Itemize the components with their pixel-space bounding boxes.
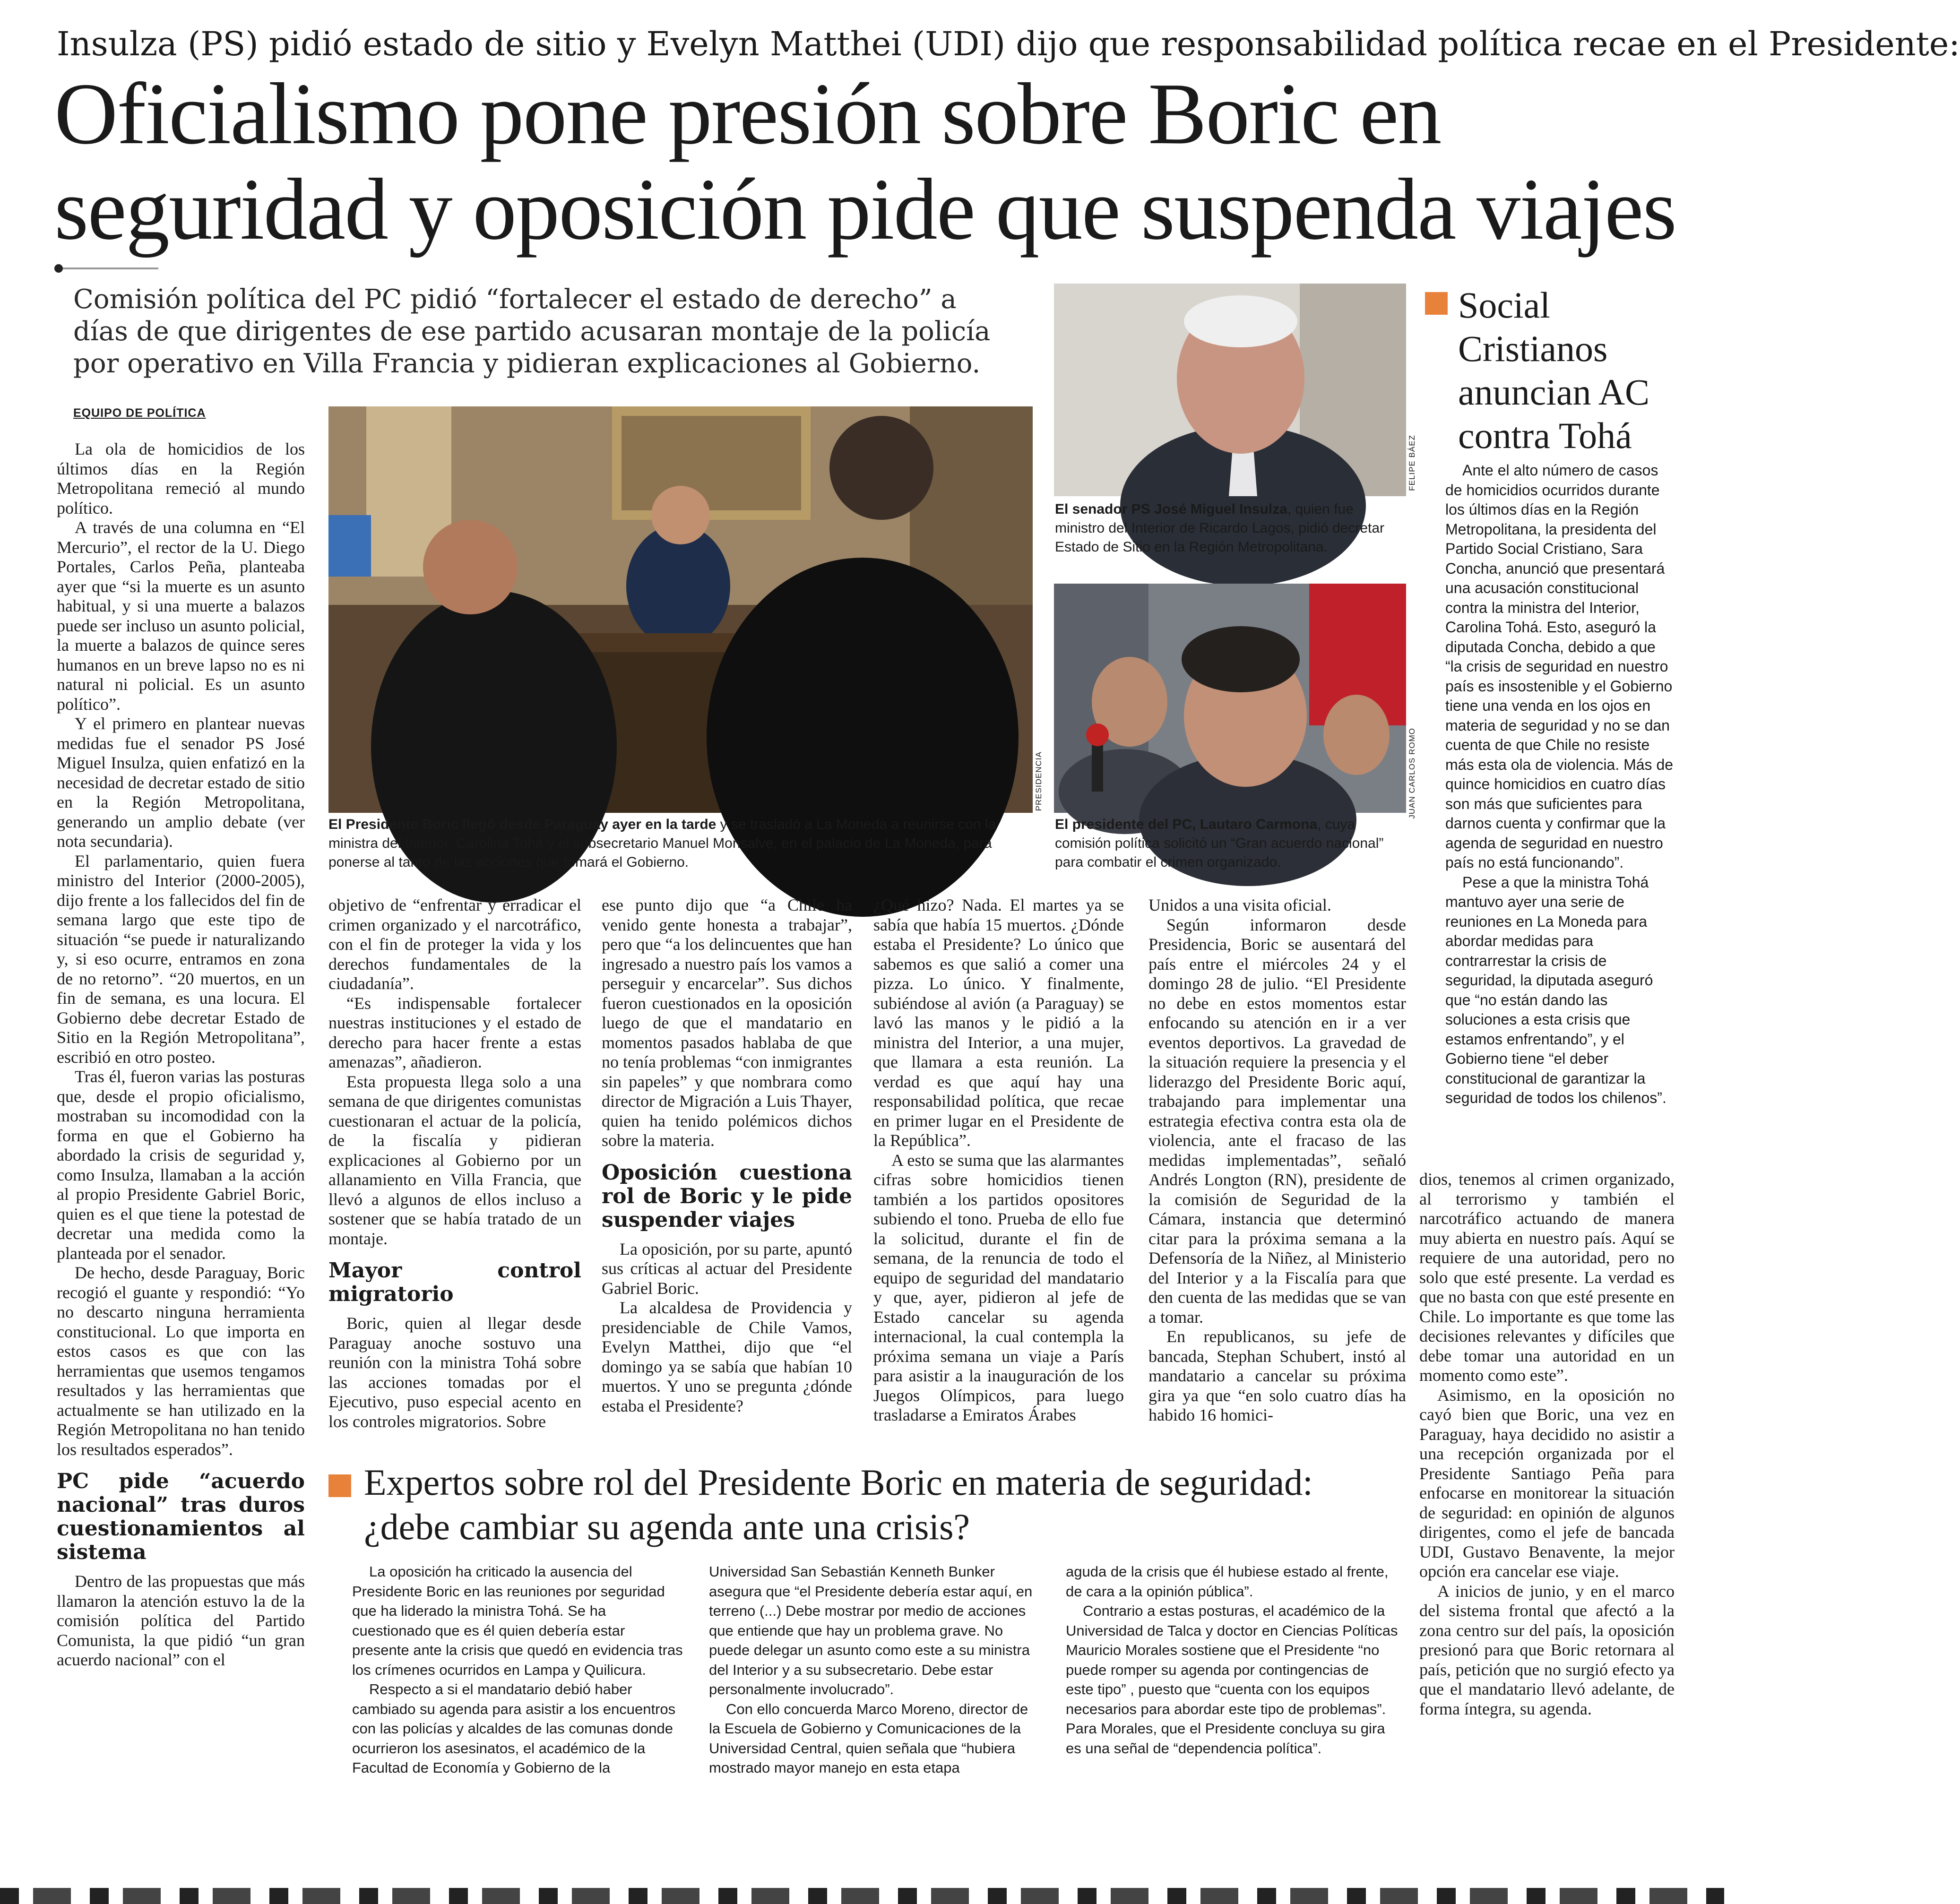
column-5 <box>1148 896 1406 1425</box>
paragraph: Y el primero en plantear nuevas medidas fue el senador PS José Miguel Insulza, quien enfatizó en la necesidad de decretar estado de sitio en la Región Metropolitana, generando un amplio debate (ver nota secundaria). <box>57 714 305 851</box>
caption-bold: El senador PS José Miguel Insulza <box>1055 501 1287 517</box>
paragraph: Boric, quien al llegar desde Paraguay anoche sostuvo una reunión con la ministra Tohá sobre las acciones tomadas por el Ejecutivo, puso especial acento en los controles migratorios. Sobre <box>328 1314 581 1431</box>
paragraph: dios, tenemos al crimen organizado, al terrorismo y también el narcotráfico actuando de manera muy abierta en nuestro país. Aquí se requiere de una autoridad, pero no solo que esté presente. La verdad es que no basta con que esté presente en Chile. Lo importante es que tome las decisiones relevantes y difíciles que debe tomar una autoridad en un momento como este”. <box>1419 1170 1675 1385</box>
paragraph: Con ello concuerda Marco Moreno, director de la Escuela de Gobierno y Comunicaciones de la Universidad Central, quien señala que “hubiera mostrado mayor manejo en esta etapa <box>709 1700 1028 1776</box>
paragraph: ese punto dijo que “a Chile ha venido gente honesta a trabajar”, pero que “a los delincuentes que han ingresado a nuestro país los vamos a perseguir y encarcelar”. Sus dichos fueron cuestionados en la oposición luego de que el mandatario en momentos pasados hablaba de que no tenía problemas “con inmigrantes sin papeles” y que nombrara como director de Migración a Luis Thayer, quien ha tenido polémicos dichos sobre la materia. <box>602 896 852 1150</box>
paragraph: Respecto a si el mandatario debió haber cambiado su agenda para asistir a los encuentros con las policías y alcaldes de las comunas donde ocurrieron los asesinatos, el académico de la Facultad de Economía y Gobierno de la <box>352 1681 676 1776</box>
insulza-photo <box>1054 284 1406 496</box>
bottom-border <box>0 1888 1724 1904</box>
paragraph: Asimismo, en la oposición no cayó bien que Boric, una vez en Paraguay, haya decidido no asistir a una recepción organizada por el Presidente Santiago Peña para enfocarse en monitorear la situación de seguridad: en opinión de algunos dirigentes, como el jefe de bancada UDI, Gustavo Benavente, la mejor opción era cancelar ese viaje. <box>1419 1385 1675 1581</box>
headline-line-2: seguridad y oposición pide que suspenda viajes <box>54 161 1676 258</box>
carmona-caption <box>1055 815 1407 872</box>
paragraph: El parlamentario, quien fuera ministro del Interior (2000-2005), dijo frente a los fallecidos del fin de semana largo que este tipo de situación “se puede ir naturalizando y, si eso ocurre, entramos en zona de no retorno”. “20 muertos, en un fin de semana, es una locura. El Gobierno debe decretar Estado de Sitio en la Región Metropolitana”, escribió en otro posteo. <box>57 851 305 1067</box>
paragraph: Unidos a una visita oficial. <box>1148 896 1331 914</box>
insulza-image <box>1054 284 1406 496</box>
box-headline-line-1: Expertos sobre rol del Presidente Boric en materia de seguridad: <box>364 1462 1313 1503</box>
box-column-1 <box>352 1562 683 1778</box>
paragraph: De hecho, desde Paraguay, Boric recogió el guante y respondió: “Yo no descarto ninguna herramienta constitucional. Lo que importa en estos casos es que con las herramientas que usemos tengamos resultados y las herramientas que actualmente se han utilizado en la Región Metropolitana no han tenido los resultados esperados”. <box>57 1263 305 1459</box>
meeting-photo-image <box>328 406 1033 813</box>
caption-bold: El Presidente Boric llegó desde Paraguay ayer en la tarde <box>328 817 717 832</box>
subheading: Mayor control migratorio <box>328 1258 581 1306</box>
paragraph: En republicanos, su jefe de bancada, Stephan Schubert, instó al mandatario a cancelar su próxima gira ya que “en solo cuatro días ha habido 16 homici- <box>1148 1327 1406 1424</box>
insulza-caption <box>1055 500 1407 557</box>
caption-text: , quien fue ministro del Interior de Ricardo Lagos, pidió decretar Estado de Sitio en la Región Metropolitana. <box>1055 501 1385 555</box>
main-photo <box>328 406 1033 813</box>
box-headline <box>364 1460 1451 1549</box>
paragraph: “Es indispensable fortalecer nuestras instituciones y el estado de derecho para hacer frente a estas amenazas”, añadieron. <box>328 993 581 1071</box>
kicker: Insulza (PS) pidió estado de sitio y Evelyn Matthei (UDI) dijo que responsabilidad política recae en el Presidente: <box>57 25 1960 63</box>
paragraph: La oposición, por su parte, apuntó sus críticas al actuar del Presidente Gabriel Boric. <box>602 1239 852 1298</box>
column-4 <box>873 896 1124 1425</box>
box-column-2 <box>709 1562 1042 1778</box>
paragraph: La alcaldesa de Providencia y presidenciable de Chile Vamos, Evelyn Matthei, dijo que “el domingo ya se sabía que habían 10 muertos. Y uno se pregunta ¿dónde estaba el Presidente? <box>602 1298 852 1415</box>
byline: EQUIPO DE POLÍTICA <box>73 406 206 420</box>
paragraph: La ola de homicidios de los últimos días en la Región Metropolitana remeció al mundo político. <box>57 439 305 517</box>
subheading: Oposición cuestiona rol de Boric y le pide suspender viajes <box>602 1160 852 1232</box>
headline <box>54 66 1680 257</box>
photo-credit: JUAN CARLOS ROMO <box>1407 728 1416 819</box>
deck: Comisión política del PC pidió “fortalecer el estado de derecho” a días de que dirigentes de ese partido acusaran montaje de la policía por operativo en Villa Francia y pidieran explicaciones al Gobierno. <box>73 284 991 379</box>
carmona-image <box>1054 584 1406 813</box>
column-1 <box>57 439 305 1670</box>
box-marker <box>328 1474 351 1499</box>
paragraph: A inicios de junio, y en el marco del sistema frontal que afectó a la zona centro sur del país, la oposición presionó para que Boric retornara al país, petición que no surgió efecto ya que el mandatario llevó adelante, de forma íntegra, su agenda. <box>1419 1581 1675 1718</box>
paragraph: ¿Qué hizo? Nada. El martes ya se sabía que había 15 muertos. ¿Dónde estaba el Presidente? Lo único que sabemos es que salió a comer una pizza. Lo único. Y finalmente, subiéndose al avión (a Paraguay) se lavó las manos y le pidió a la ministra del Interior, a una mujer, que llamara a esta reunión. La verdad es que aquí hay una responsabilidad política, que recae en primer lugar en el Presidente de la República”. <box>873 896 1124 1150</box>
paragraph: aguda de la crisis que él hubiese estado al frente, de cara a la opinión pública”. <box>1066 1563 1389 1600</box>
photo-credit: PRESIDENCIA <box>1034 751 1043 811</box>
paragraph: Según informaron desde Presidencia, Boric se ausentará del país entre el miércoles 24 y el domingo 28 de julio. “El Presidente no debe en estos momentos estar enfocando su atención en ir a ver eventos deportivos. La gravedad de la situación requiere la presencia y el liderazgo del Presidente Boric aquí, trabajando para implementar una estrategia efectiva contra esta ola de violencia, ante el fracaso de las medidas implementadas”, señaló Andrés Longton (RN), presidente de la comisión de Seguridad de la Cámara, instancia que determinó citar para la próxima semana a la Defensoría de la Niñez, al Ministerio del Interior y a la Fiscalía para que den cuenta de las medidas que se van a tomar. <box>1148 915 1406 1327</box>
paragraph: Pese a que la ministra Tohá mantuvo ayer una serie de reuniones en La Moneda para abordar medidas para contrarrestar la crisis de seguridad, la diputada aseguró que “no están dando las soluciones a esta crisis que estamos enfrentando”, y el Gobierno tiene “el deber constitucional de garantizar la seguridad de todos los chilenos”. <box>1445 873 1666 1106</box>
paragraph: Tras él, fueron varias las posturas que, desde el propio oficialismo, mostraban su incomodidad con la forma en que el Gobierno ha abordado la crisis de seguridad y, como Insulza, llamaban a la acción al propio Presidente Gabriel Boric, quien es el que tiene la potestad de decretar una medida como la planteada por el senador. <box>57 1067 305 1263</box>
sidebar-headline: Social Cristianos anuncian AC contra Tohá <box>1458 284 1650 456</box>
paragraph: Universidad San Sebastián Kenneth Bunker asegura que “el Presidente debería estar aquí, en terreno (...) Debe mostrar por medio de acciones que entiende que hay un problema grave. No puede delegar un asunto como este a su ministra del Interior y a su subsecretario. Debe estar personalmente involucrado”. <box>709 1563 1033 1697</box>
column-3 <box>602 896 852 1416</box>
paragraph: Ante el alto número de casos de homicidios ocurridos durante los últimos días en la Región Metropolitana, la presidenta del Partido Social Cristiano, Sara Concha, anunció que presentará una acusación constitucional contra la ministra del Interior, Carolina Tohá. Esto, aseguró la diputada Concha, debido a que “la crisis de seguridad en nuestro país es insostenible y el Gobierno tiene una venda en los ojos en materia de seguridad y no se dan cuenta de que Chile no resiste más esta ola de violencia. Más de quince homicidios en cuatro días son más que suficientes para darnos cuenta y confirmar que la agenda de seguridad en nuestro país no está funcionando”. <box>1445 462 1674 871</box>
paragraph: objetivo de “enfrentar y erradicar el crimen organizado y el narcotráfico, con el fin de proteger la vida y los derechos fundamentales de la ciudadanía”. <box>328 896 581 993</box>
caption-text: y se trasladó a La Moneda a reunirse con la ministra del Interior, Carolina Tohá y el subsecretario Manuel Monsalve, en el palacio de La Moneda, para ponerse al tanto de las acciones que tomará el Gobierno. <box>328 817 996 870</box>
paragraph: Esta propuesta llega solo a una semana de que dirigentes comunistas cuestionaran el actuar de la policía, de la fiscalía y pidieran explicaciones al Gobierno por un allanamiento en Villa Francia, que llevó a algunos de ellos incluso a sostener que se había tratado de un montaje. <box>328 1072 581 1248</box>
column-6 <box>1419 1170 1675 1719</box>
paragraph: A través de una columna en “El Mercurio”, el rector de la U. Diego Portales, Carlos Peña, planteaba ayer que “si la muerte es un asunto habitual, y si una muerte a balazos puede ser incluso un asunto policial, la muerte a balazos de quince seres humanos en un breve lapso no es ni natural ni policial. Es un asunto político”. <box>57 518 305 714</box>
sidebar-marker <box>1425 292 1448 317</box>
box-column-3 <box>1066 1562 1399 1758</box>
subheading: PC pide “acuerdo nacional” tras duros cuestionamientos al sistema <box>57 1469 305 1564</box>
orange-square-icon <box>328 1474 351 1497</box>
main-photo-caption <box>328 815 1033 872</box>
caption-text: , cuya comisión política solicitó un “Gran acuerdo nacional” para combatir el crimen organizado. <box>1055 817 1384 870</box>
headline-line-1: Oficialismo pone presión sobre Boric en <box>54 65 1441 163</box>
sidebar-body <box>1445 461 1675 1108</box>
carmona-photo <box>1054 584 1406 813</box>
paragraph: La oposición ha criticado la ausencia del Presidente Boric en las reuniones por seguridad que ha liderado la ministra Tohá. Se ha cuestionado que es él quien debería estar presente ante la crisis que quedó en evidencia tras los crímenes ocurridos en Lampa y Quilicura. <box>352 1563 683 1678</box>
box-headline-line-2: ¿debe cambiar su agenda ante una crisis? <box>364 1506 970 1547</box>
column-2 <box>328 896 581 1431</box>
paragraph: Dentro de las propuestas que más llamaron la atención estuvo la de la comisión política del Partido Comunista, la que pidió “un gran acuerdo nacional” con el <box>57 1572 305 1669</box>
paragraph: A esto se suma que las alarmantes cifras sobre homicidios tienen también a los partidos opositores subiendo el tono. Prueba de ello fue la solicitud, durante el fin de semana, de la renuncia de todo el equipo de seguridad del mandatario y que, ayer, pidieron al jefe de Estado cancelar su agenda internacional, la cual contempla la próxima semana un viaje a París para asistir a la inauguración de los Juegos Olímpicos, para luego trasladarse a Emiratos Árabes <box>873 1150 1124 1424</box>
divider <box>54 267 158 269</box>
orange-square-icon <box>1425 292 1448 315</box>
photo-credit: FELIPE BÁEZ <box>1407 435 1416 491</box>
caption-bold: El presidente del PC, Lautaro Carmona <box>1055 817 1318 832</box>
paragraph: Contrario a estas posturas, el académico de la Universidad de Talca y doctor en Ciencias Políticas Mauricio Morales sostiene que el Presidente “no puede romper su agenda por contingencias de este tipo” , puesto que “cuenta con los equipos necesarios para abordar este tipo de problemas”. Para Morales, que el Presidente concluya su gira es una señal de “dependencia política”. <box>1066 1602 1398 1757</box>
